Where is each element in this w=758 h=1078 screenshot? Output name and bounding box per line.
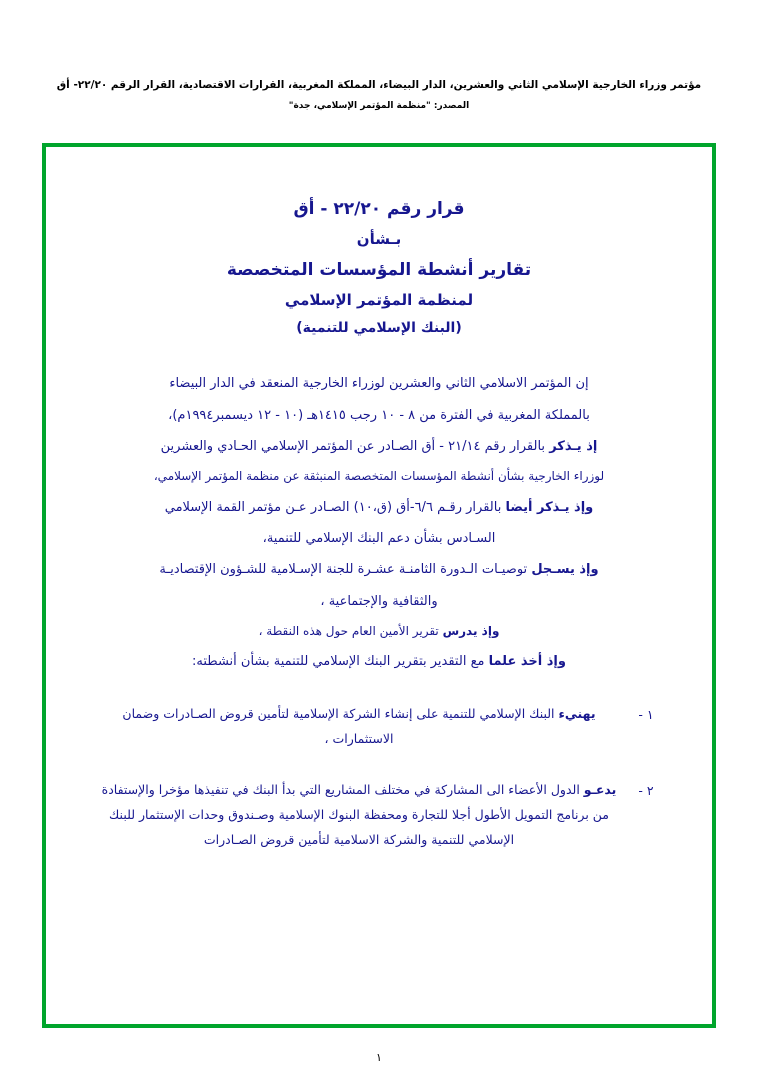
list-item-text bbox=[92, 777, 626, 852]
resolution-body bbox=[92, 371, 666, 675]
list-item-keyword: يهنيء bbox=[558, 705, 596, 721]
page-number: ١ bbox=[376, 1051, 382, 1064]
paragraph-studies-text: تقرير الأمين العام حول هذه النقطة ، bbox=[258, 623, 443, 638]
resolution-title-block bbox=[92, 193, 666, 341]
header-source-line: المصدر: "منظمة المؤتمر الإسلامي، جدة" bbox=[288, 100, 470, 111]
green-border-frame bbox=[42, 143, 716, 1028]
list-item-body: البنك الإسلامي للتنمية على إنشاء الشركة الإسلامية لتأمين قروض الصـادرات وضمان الاستثمارات ، bbox=[122, 705, 559, 746]
title-resolution-number: قرار رقم ٢٢/٢٠ - أق bbox=[293, 199, 465, 219]
keyword-recall-2: وإذ يـذكر أيضا bbox=[505, 499, 594, 515]
paragraph-preamble-1: إن المؤتمر الاسلامي الثاني والعشرين لوزراء الخارجية المنعقد في الدار البيضاء bbox=[169, 376, 589, 392]
paragraph-notes-text: توصيـات الـدورة الثامنـة عشـرة للجنة الإسـلامية للشـؤون الإقتصاديـة bbox=[159, 562, 532, 578]
list-item-keyword: يدعـو bbox=[583, 781, 617, 797]
title-subject-label: بـشأن bbox=[356, 230, 402, 249]
paragraph-recall-1-cont: لوزراء الخارجية بشأن أنشطة المؤسسات المتخصصة المنبثقة عن منظمة المؤتمر الإسلامي، bbox=[153, 469, 605, 484]
paragraph-recall-2 bbox=[92, 495, 666, 520]
paragraph-takes-note-text: مع التقدير بتقرير البنك الإسلامي للتنمية بشأن أنشطته: bbox=[192, 654, 489, 670]
keyword-takes-note: وإذ أخذ علما bbox=[488, 654, 566, 670]
paragraph-recall-2-text: بالقرار رقـم ٦/٦-أق (ق،١٠) الصـادر عـن مؤتمر القمة الإسلامي bbox=[164, 499, 506, 515]
list-item-text bbox=[92, 701, 626, 751]
paragraph-notes-cont: والثقافية والإجتماعية ، bbox=[320, 593, 438, 609]
operative-clauses bbox=[92, 701, 666, 852]
title-subject-line3: (البنك الإسلامي للتنمية) bbox=[296, 319, 462, 336]
keyword-studies: وإذ يدرس bbox=[442, 623, 500, 638]
paragraph-notes bbox=[92, 557, 666, 582]
title-subject-line1: تقارير أنشطة المؤسسات المتخصصة bbox=[226, 259, 532, 280]
list-item bbox=[92, 701, 666, 751]
list-item-number: ١ - bbox=[638, 706, 654, 722]
frame-inner-content bbox=[46, 147, 712, 1024]
list-item-body: الدول الأعضاء الى المشاركة في مختلف المشاريع التي بدأ البنك في تنفيذها مؤخرا والإستفادة من برنامج التمويل الأطول أجلا للتجارة ومحفظة البنوك الإسلامية وصـندوق وحدات الإستثمار للبنك الإسلامي للتنمية والشركة الاسلامية لتأمين قروض الصـادرات bbox=[101, 781, 609, 847]
paragraph-studies bbox=[92, 620, 666, 643]
keyword-notes: وإذ يسـجل bbox=[531, 562, 599, 578]
paragraph-takes-note bbox=[92, 649, 666, 674]
list-item-number: ٢ - bbox=[638, 782, 654, 798]
paragraph-recall-2-cont: السـادس بشأن دعم البنك الإسلامي للتنمية، bbox=[262, 530, 496, 546]
header-conference-line: مؤتمر وزراء الخارجية الإسلامي الثاني والعشرين، الدار البيضاء، المملكة المغربية، القرارات الاقتصادية، القرار الرقم ٢٢/٢٠- أق bbox=[56, 79, 702, 91]
paragraph-recall-1-text: بالقرار رقم ٢١/١٤ - أق الصـادر عن المؤتمر الإسلامي الحـادي والعشرين bbox=[160, 438, 550, 454]
page-header bbox=[0, 0, 758, 111]
title-subject-line2: لمنظمة المؤتمر الإسلامي bbox=[284, 291, 474, 310]
paragraph-recall-1 bbox=[92, 434, 666, 459]
paragraph-preamble-2: بالمملكة المغربية في الفترة من ٨ - ١٠ رجب ١٤١٥هـ (١٠ - ١٢ ديسمبر١٩٩٤م)، bbox=[168, 407, 590, 423]
keyword-recall-1: إذ يـذكر bbox=[549, 438, 598, 454]
list-item bbox=[92, 777, 666, 852]
